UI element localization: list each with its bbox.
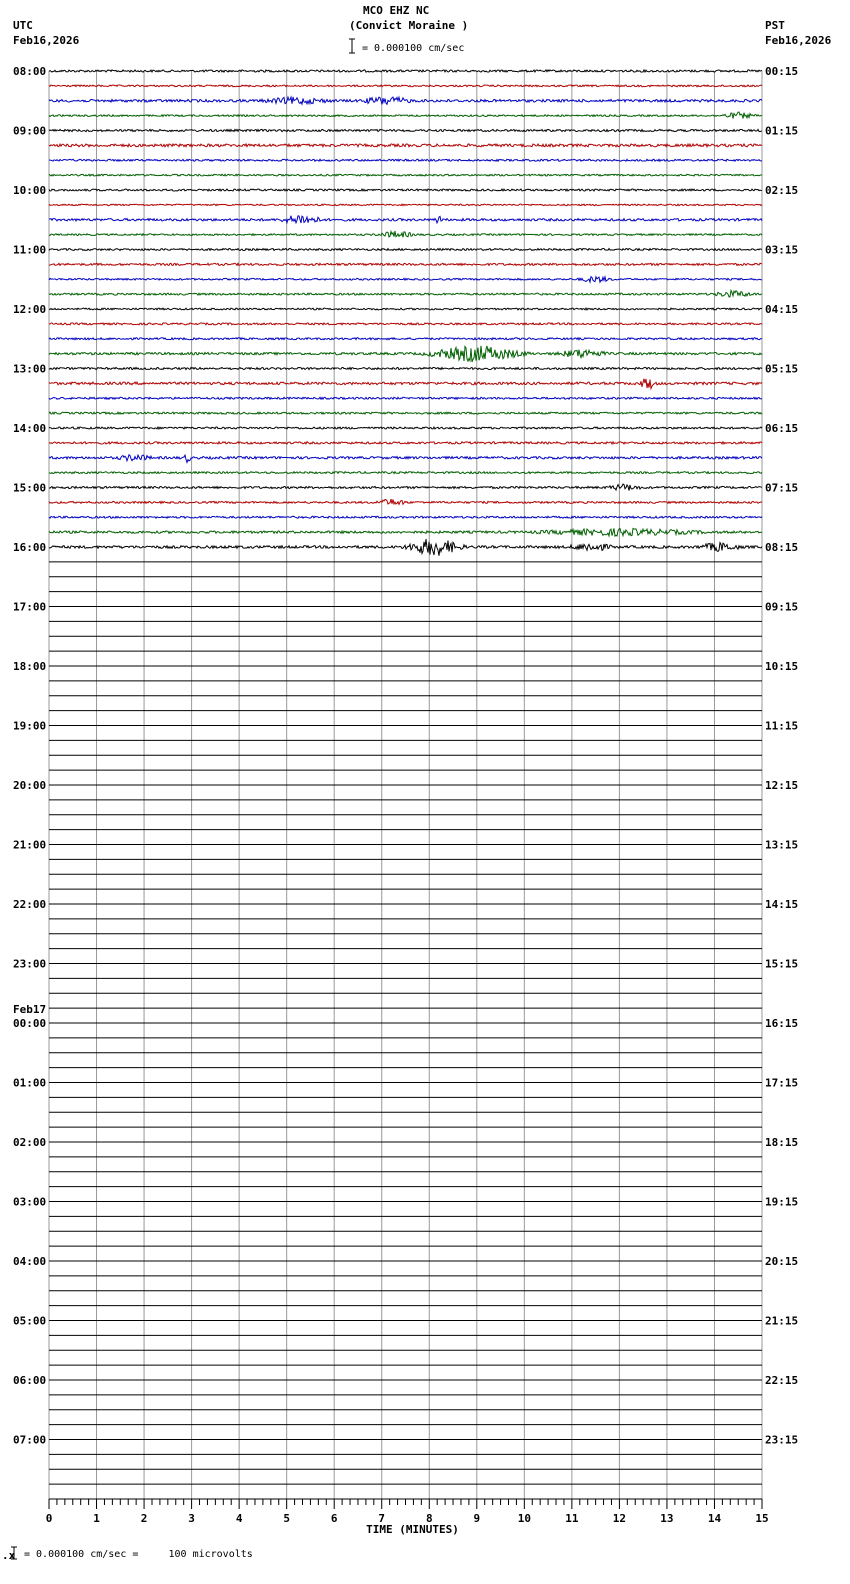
seismic-trace (49, 216, 762, 223)
left-time-label: 13:00 (13, 362, 47, 376)
seismic-trace (49, 442, 762, 444)
right-time-label: 11:15 (765, 719, 799, 733)
x-tick-label: 14 (707, 1512, 722, 1525)
x-tick-label: 12 (612, 1512, 627, 1525)
left-time-label: 17:00 (13, 600, 47, 614)
seismic-trace (49, 472, 762, 474)
left-time-label: 10:00 (13, 184, 47, 197)
x-tick-label: 2 (140, 1512, 148, 1525)
left-time-label: 23:00 (13, 957, 47, 971)
seismic-trace (49, 539, 762, 556)
seismic-trace (49, 346, 762, 362)
svg-text:.x: .x (2, 1549, 16, 1562)
right-time-label: 15:15 (765, 957, 799, 971)
right-time-label: 19:15 (765, 1195, 799, 1209)
seismic-trace (49, 129, 762, 131)
seismic-trace (49, 204, 762, 206)
left-time-label: 08:00 (13, 65, 47, 78)
right-time-label: 04:15 (765, 303, 799, 316)
left-time-label: 18:00 (13, 660, 47, 673)
seismic-trace (49, 277, 762, 283)
right-date: Feb16,2026 (765, 34, 832, 47)
right-time-label: 16:15 (765, 1017, 799, 1030)
left-time-label: 14:00 (13, 422, 47, 435)
x-tick-label: 4 (235, 1512, 243, 1525)
x-tick-label: 6 (330, 1512, 338, 1525)
seismic-trace (49, 144, 762, 147)
right-time-label: 02:15 (765, 184, 799, 197)
seismic-trace (49, 112, 762, 119)
right-time-label: 13:15 (765, 838, 799, 852)
x-tick-label: 7 (378, 1512, 386, 1525)
seismic-trace (49, 159, 762, 161)
header-scale-bar-icon (349, 39, 355, 53)
seismic-trace (49, 263, 762, 265)
seismic-trace (49, 397, 762, 399)
right-time-label: 22:15 (765, 1374, 799, 1387)
left-time-label: 12:00 (13, 303, 47, 316)
left-date: Feb16,2026 (13, 34, 80, 47)
right-time-label: 14:15 (765, 898, 799, 911)
seismic-trace (49, 97, 762, 104)
seismic-trace (49, 367, 762, 369)
x-tick-label: 0 (45, 1512, 53, 1525)
right-time-label: 20:15 (765, 1255, 799, 1268)
seismic-trace (49, 323, 762, 325)
left-time-label: 06:00 (13, 1374, 47, 1387)
left-time-label: 07:00 (13, 1433, 47, 1447)
x-tick-label: 10 (517, 1512, 531, 1525)
plot-grid (49, 71, 762, 1499)
left-time-label: 02:00 (13, 1136, 47, 1149)
trace-group (49, 70, 762, 556)
left-time-label: 11:00 (13, 243, 47, 257)
right-time-label: 06:15 (765, 422, 799, 435)
right-time-label: 00:15 (765, 65, 799, 78)
right-time-label: 05:15 (765, 362, 799, 376)
seismic-trace (49, 528, 762, 536)
seismic-trace (49, 291, 762, 297)
left-time-label: 19:00 (13, 719, 47, 733)
seismic-trace (49, 85, 762, 87)
right-time-label: 18:15 (765, 1136, 799, 1149)
seismic-trace (49, 499, 762, 504)
left-timezone: UTC (13, 19, 33, 32)
station-location: (Convict Moraine ) (349, 19, 469, 32)
right-time-label: 07:15 (765, 481, 799, 495)
x-axis-title: TIME (MINUTES) (366, 1523, 459, 1536)
left-time-label: 20:00 (13, 779, 47, 792)
left-time-label: 15:00 (13, 481, 47, 495)
seismic-trace (49, 231, 762, 237)
seismic-trace (49, 455, 762, 463)
seismic-trace (49, 379, 762, 389)
footer-scale-bar-icon (2, 1547, 17, 1562)
right-timezone: PST (765, 19, 785, 32)
left-time-label: 21:00 (13, 838, 47, 852)
seismic-trace (49, 484, 762, 491)
right-time-label: 01:15 (765, 124, 799, 138)
x-tick-label: 13 (660, 1512, 674, 1525)
left-time-label: 00:00 (13, 1017, 47, 1030)
right-time-label: 17:15 (765, 1076, 799, 1090)
right-time-label: 10:15 (765, 660, 799, 673)
x-axis (46, 1499, 769, 1536)
left-time-label: 04:00 (13, 1255, 47, 1268)
header-scale-text: = 0.000100 cm/sec (362, 43, 465, 54)
left-time-label: 22:00 (13, 898, 47, 911)
footer-scale-text: = 0.000100 cm/sec = 100 microvolts (24, 1549, 253, 1560)
seismic-trace (49, 427, 762, 429)
station-title: MCO EHZ NC (363, 4, 430, 17)
right-time-label: 12:15 (765, 779, 799, 792)
seismic-trace (49, 70, 762, 72)
left-time-label: 03:00 (13, 1195, 47, 1209)
x-tick-label: 1 (93, 1512, 100, 1525)
x-tick-label: 9 (473, 1512, 481, 1525)
right-time-label: 21:15 (765, 1314, 799, 1328)
x-tick-label: 3 (188, 1512, 195, 1525)
left-time-label: 05:00 (13, 1314, 47, 1328)
seismic-trace (49, 338, 762, 340)
right-time-label: 23:15 (765, 1433, 799, 1447)
x-tick-label: 11 (565, 1512, 579, 1525)
x-tick-label: 8 (425, 1512, 433, 1525)
seismic-trace (49, 174, 762, 176)
left-time-label: 16:00 (13, 541, 47, 554)
x-tick-label: 15 (755, 1512, 769, 1525)
left-date-label: Feb17 (13, 1003, 47, 1016)
seismic-trace (49, 189, 762, 191)
right-time-label: 03:15 (765, 243, 799, 257)
seismic-trace (49, 308, 762, 310)
right-time-label: 08:15 (765, 541, 799, 554)
right-time-label: 09:15 (765, 600, 799, 614)
seismic-trace (49, 412, 762, 414)
seismic-trace (49, 516, 762, 518)
left-time-label: 09:00 (13, 124, 47, 138)
x-tick-label: 5 (283, 1512, 290, 1525)
left-time-label: 01:00 (13, 1076, 47, 1090)
seismic-trace (49, 249, 762, 251)
